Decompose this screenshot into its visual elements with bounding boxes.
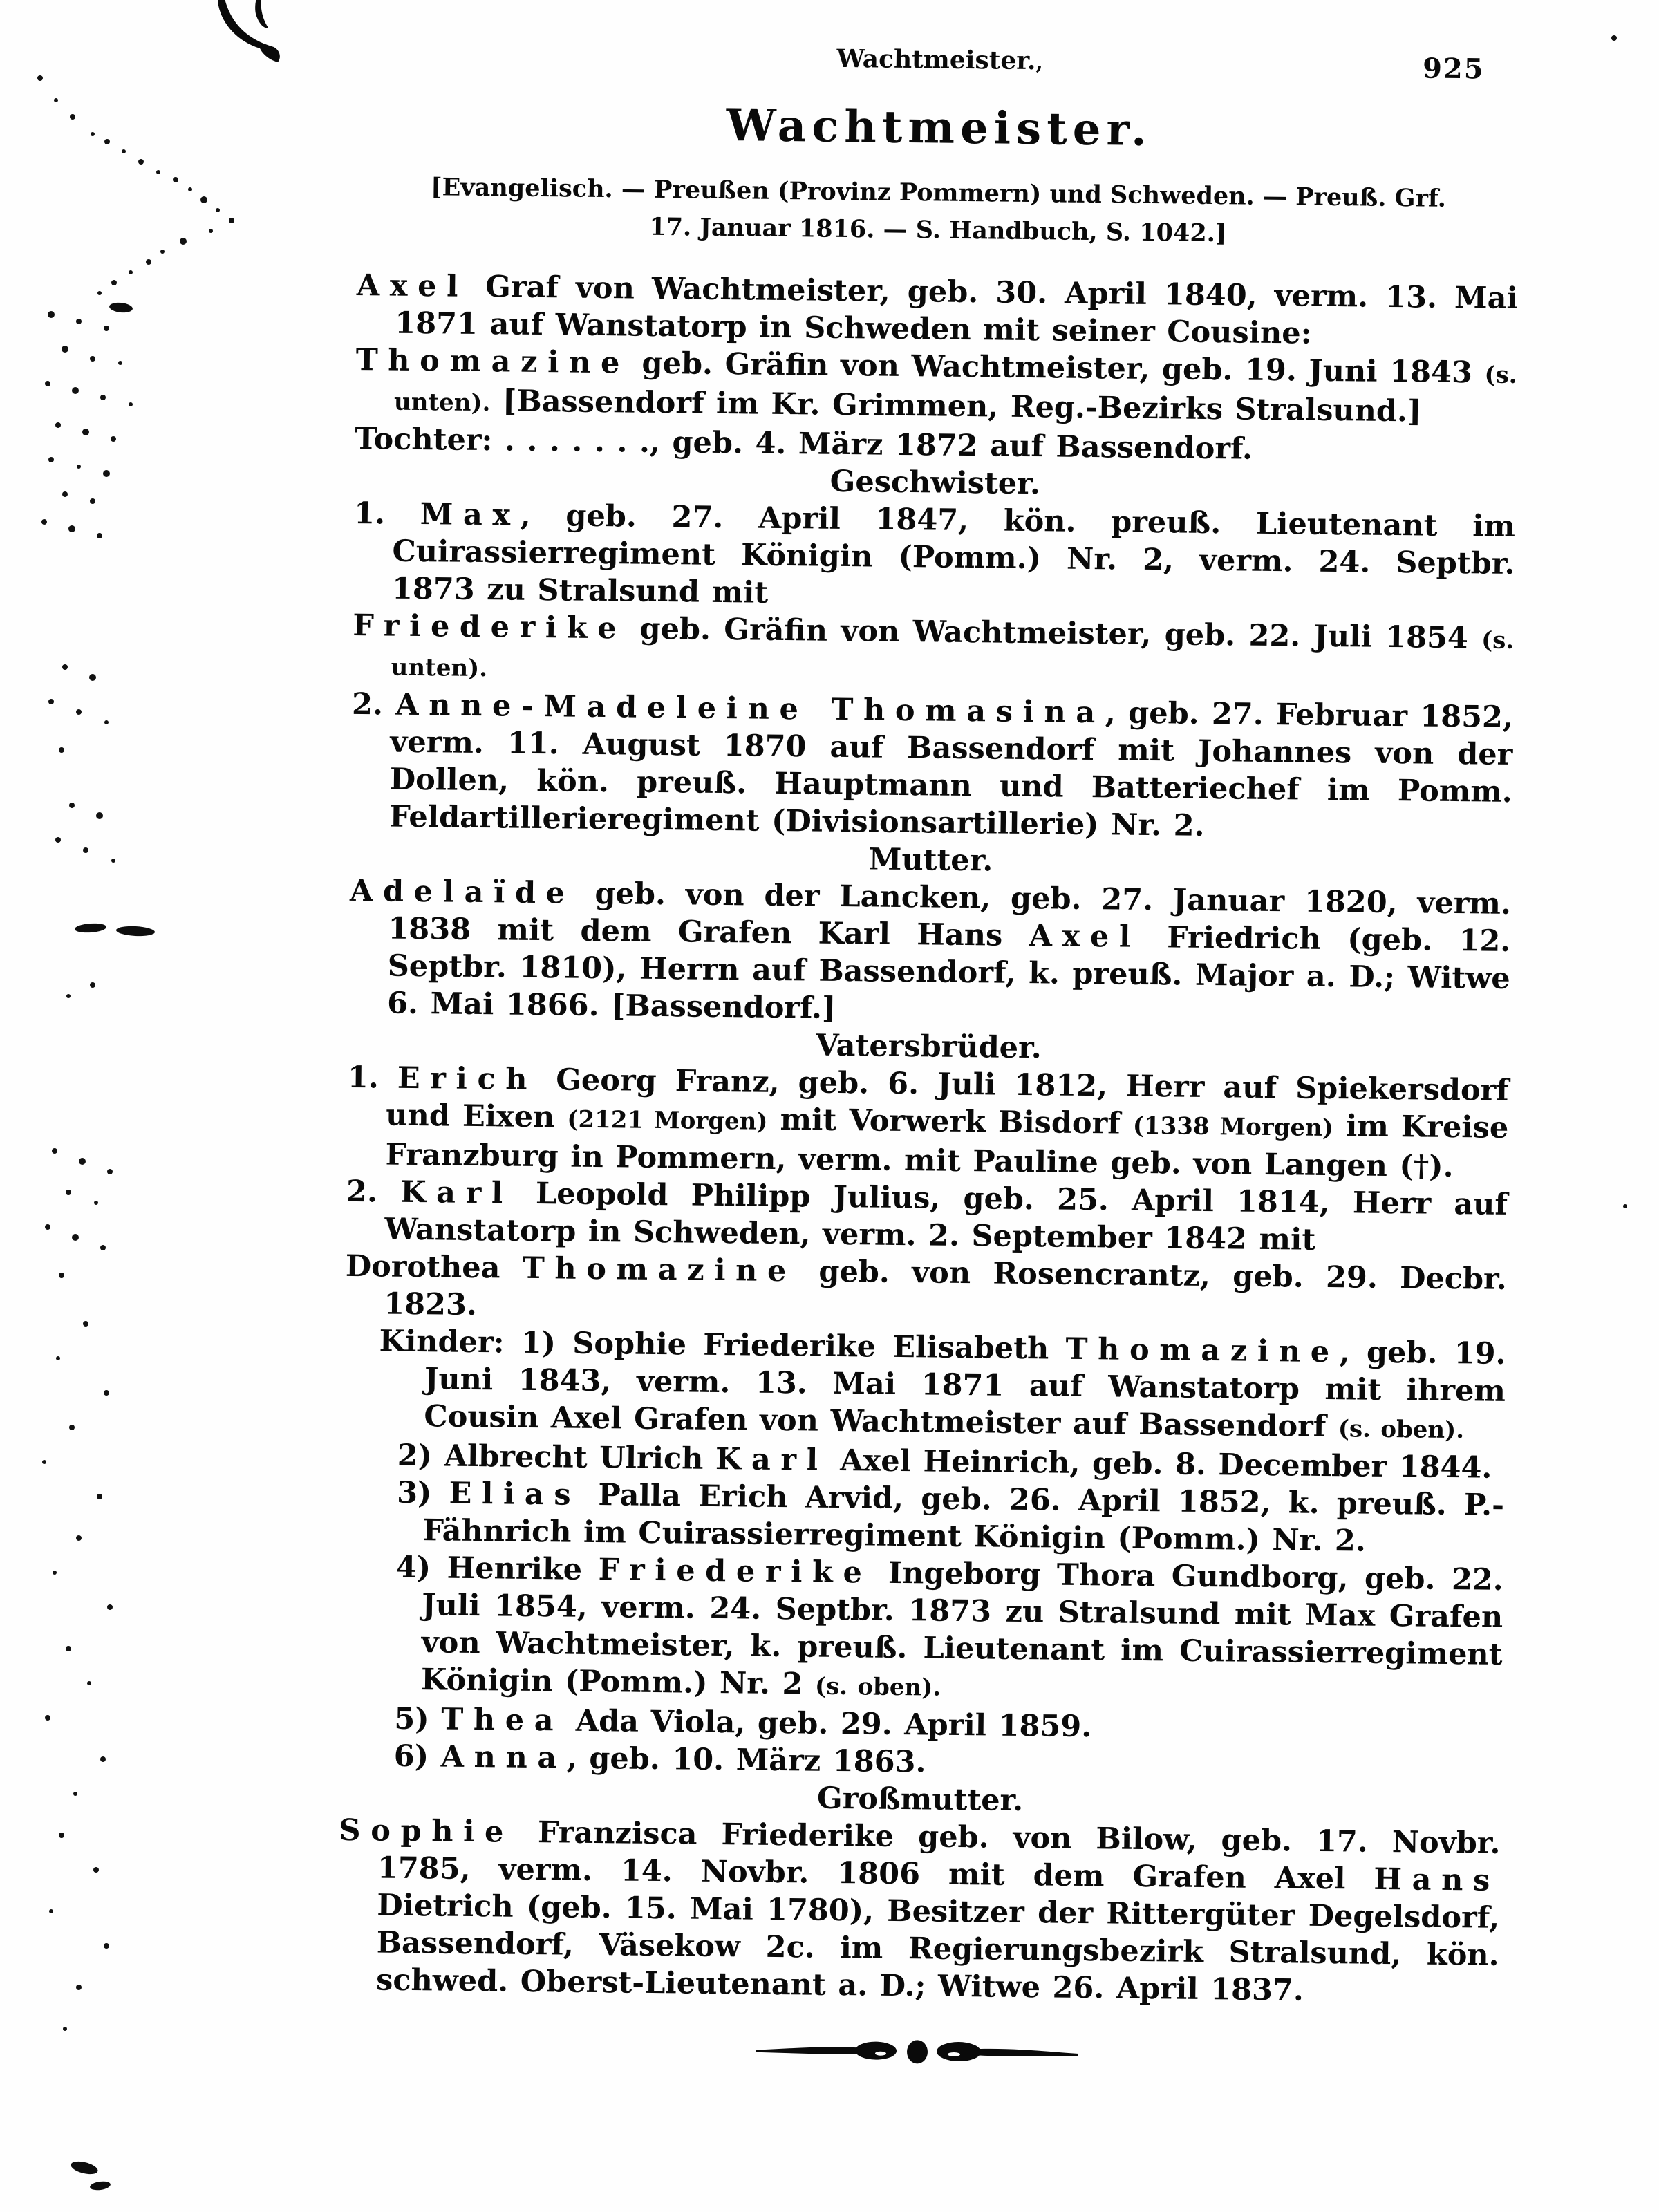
person-name-spaced: Axel	[1029, 918, 1141, 955]
section-heading: Großmutter.	[816, 1781, 1024, 1818]
text-segment: 6)	[393, 1738, 441, 1774]
text-segment: (s. oben).	[814, 1672, 941, 1702]
person-name-spaced: Friederike	[353, 608, 627, 646]
text-segment: Ada Viola, geb. 29. April 1859.	[563, 1703, 1092, 1744]
paragraph	[341, 1548, 1503, 1712]
subtitle-line-2: 17. Januar 1816. — S. Handbuch, S. 1042.]	[649, 213, 1227, 248]
paragraph	[337, 1811, 1501, 2011]
text-segment: , geb. 10. März 1863.	[566, 1741, 926, 1779]
scan-blotch	[70, 2159, 100, 2176]
text-segment: geb. Gräfin von Wachtmeister, geb. 19. Juni 1843	[629, 345, 1485, 390]
text-segment: geb. Gräfin von Wachtmeister, geb. 22. Juli 1854	[626, 610, 1482, 655]
article-subtitle	[357, 168, 1519, 256]
text-segment: im Kreise Franzburg in Pommern, verm. mit Pauline geb. von Langen (†).	[385, 1108, 1509, 1184]
text-segment: Dietrich (geb. 15. Mai 1780), Besitzer der Rittergüter Degelsdorf, Bassendorf, Väsekow 2c. im Regierungsbezirk Stralsund, kön. schwed. Oberst-Lieutenant a. D.; Witwe 26. April 1837.	[375, 1887, 1500, 2008]
running-head	[359, 39, 1521, 91]
tailpiece-ornament	[755, 2034, 1080, 2068]
text-segment: geb. von Rosencrantz, geb. 29. Decbr. 1823.	[383, 1253, 1508, 1322]
text-segment: Graf von Wachtmeister, geb. 30. April 1840, verm. 13. Mai 1871 auf Wanstatorp in Schweden mit seiner Cousine:	[395, 269, 1519, 351]
text-segment: Georg Franz, geb. 6. Juli 1812, Herr auf Spiekersdorf und Eixen	[386, 1062, 1510, 1135]
paragraph	[352, 606, 1514, 698]
text-segment: Palla Erich Arvid, geb. 26. April 1852, k. preuß. P.-Fähnrich im Cuirassierregiment Königin (Pomm.) Nr. 2.	[422, 1477, 1505, 1559]
text-segment: (s. oben).	[1338, 1414, 1465, 1444]
text-segment: Axel Heinrich, geb. 8. December 1844.	[827, 1443, 1492, 1485]
stray-comma-mark: ,	[1035, 50, 1044, 75]
page-content	[337, 39, 1521, 2073]
paragraph	[344, 1322, 1506, 1449]
text-segment: Tochter: . . . . . . ., geb. 4. März 1872 auf Bassendorf.	[355, 421, 1253, 467]
text-segment: Leopold Philipp Julius, geb. 25. April 1814, Herr auf Wanstatorp in Schweden, verm. 2. September 1842 mit	[384, 1176, 1508, 1257]
subtitle-line-1: [Evangelisch. — Preußen (Provinz Pommern) und Schweden. — Preuß. Grf.	[430, 173, 1447, 213]
person-name-spaced: Thea	[440, 1701, 564, 1738]
section-heading: Mutter.	[868, 841, 993, 878]
genealogy-body	[337, 266, 1518, 2011]
paragraph	[342, 1473, 1504, 1561]
paragraph	[355, 341, 1517, 433]
person-name-spaced: Axel	[356, 268, 469, 304]
running-head-title	[359, 39, 1521, 81]
person-name-spaced: Karl	[400, 1174, 514, 1211]
person-name-spaced: Hans	[1374, 1862, 1501, 1898]
person-name-spaced: Thomazine	[355, 342, 630, 380]
running-head-text: Wachtmeister.	[836, 44, 1036, 76]
section-heading: Vatersbrüder.	[816, 1028, 1042, 1065]
person-name-spaced: Thomazine	[522, 1250, 797, 1288]
scan-blotch	[89, 2180, 111, 2191]
text-segment: (2121 Morgen)	[567, 1105, 768, 1136]
text-segment: 4) Henrike	[395, 1550, 599, 1587]
text-segment: Friedrich (geb. 12. Septbr. 1810), Herrn auf Bassendorf, k. preuß. Major a. D.; Witwe 6. Mai 1866. [Bassendorf.]	[386, 919, 1511, 1026]
text-segment: Ingeborg Thora Gundborg, geb. 22. Juli 1854, verm. 24. Septbr. 1873 zu Stralsund mit Max Grafen von Wachtmeister, k. preuß. Lieutenant im Cuirassierregiment Königin (Pomm.) Nr. 2	[420, 1555, 1504, 1702]
scan-blotch	[109, 301, 133, 313]
paragraph	[350, 685, 1513, 847]
text-segment: 2) Albrecht Ulrich	[397, 1438, 716, 1477]
paragraph	[353, 494, 1516, 619]
text-segment: Kinder: 1) Sophie Friederike Elisabeth	[379, 1323, 1066, 1367]
text-segment: (1338 Morgen)	[1132, 1112, 1334, 1142]
section-heading: Geschwister.	[830, 464, 1041, 501]
article-title: Wachtmeister.	[726, 100, 1153, 157]
text-segment: (s. unten).	[391, 626, 1515, 682]
person-name-spaced: Erich	[397, 1060, 538, 1097]
paragraph	[356, 266, 1518, 354]
text-segment: 1.	[347, 1060, 398, 1096]
ink-mark	[202, 0, 299, 72]
text-segment: Dorothea	[345, 1248, 523, 1286]
page-number: 925	[1422, 52, 1485, 86]
paragraph	[348, 872, 1511, 1034]
person-name-spaced: Friederike	[598, 1552, 872, 1591]
text-segment: 2.	[351, 686, 396, 722]
scan-speckle-noise	[0, 0, 4, 4]
text-segment: 3)	[396, 1475, 449, 1511]
scan-blotch	[116, 926, 156, 937]
paragraph	[345, 1247, 1507, 1335]
text-segment: 1.	[353, 496, 421, 532]
text-segment: geb. von der Lancken, geb. 27. Januar 1820, verm. 1838 mit dem Grafen Karl Hans	[388, 876, 1512, 953]
text-segment: [Bassendorf im Kr. Grimmen, Reg.-Bezirks Stralsund.]	[490, 383, 1422, 429]
paragraph	[346, 1058, 1509, 1185]
text-segment: , geb. 27. Februar 1852, verm. 11. August 1870 auf Bassendorf mit Johannes von der Dollen, kön. preuß. Hauptmann und Batteriechef im Pomm. Feldartillerieregiment (Divisionsartillerie) Nr. 2.	[388, 695, 1514, 843]
paragraph	[346, 1172, 1508, 1260]
person-name-spaced: Adelaïde	[349, 873, 575, 911]
text-segment: mit Vorwerk Bisdorf	[767, 1102, 1134, 1141]
person-name-spaced: Thomazine	[1065, 1331, 1340, 1369]
person-name-spaced: Max	[420, 496, 521, 533]
person-name-spaced: Karl	[715, 1441, 828, 1478]
text-segment: (s. unten).	[393, 360, 1517, 417]
text-segment: , geb. 19. Juni 1843, verm. 13. Mai 1871 auf Wanstatorp mit ihrem Cousin Axel Grafen von Wachtmeister auf Bassendorf	[424, 1334, 1506, 1444]
person-name-spaced: Anne-Madeleine Thomasina	[395, 687, 1106, 730]
text-segment: 5)	[394, 1701, 442, 1736]
text-segment: 2.	[346, 1174, 401, 1210]
person-name-spaced: Sophie	[339, 1812, 514, 1850]
text-segment: , geb. 27. April 1847, kön. preuß. Lieutenant im Cuirassierregiment Königin (Pomm.) Nr. 2, verm. 24. Septbr. 1873 zu Stralsund mit	[391, 498, 1516, 610]
text-segment: Franzisca Friederike geb. von Bilow, geb. 17. Novbr. 1785, verm. 14. Novbr. 1806 mit dem Grafen Axel	[377, 1815, 1501, 1897]
person-name-spaced: Anna	[440, 1738, 568, 1776]
person-name-spaced: Elias	[449, 1476, 581, 1512]
scan-blotch	[75, 922, 107, 933]
